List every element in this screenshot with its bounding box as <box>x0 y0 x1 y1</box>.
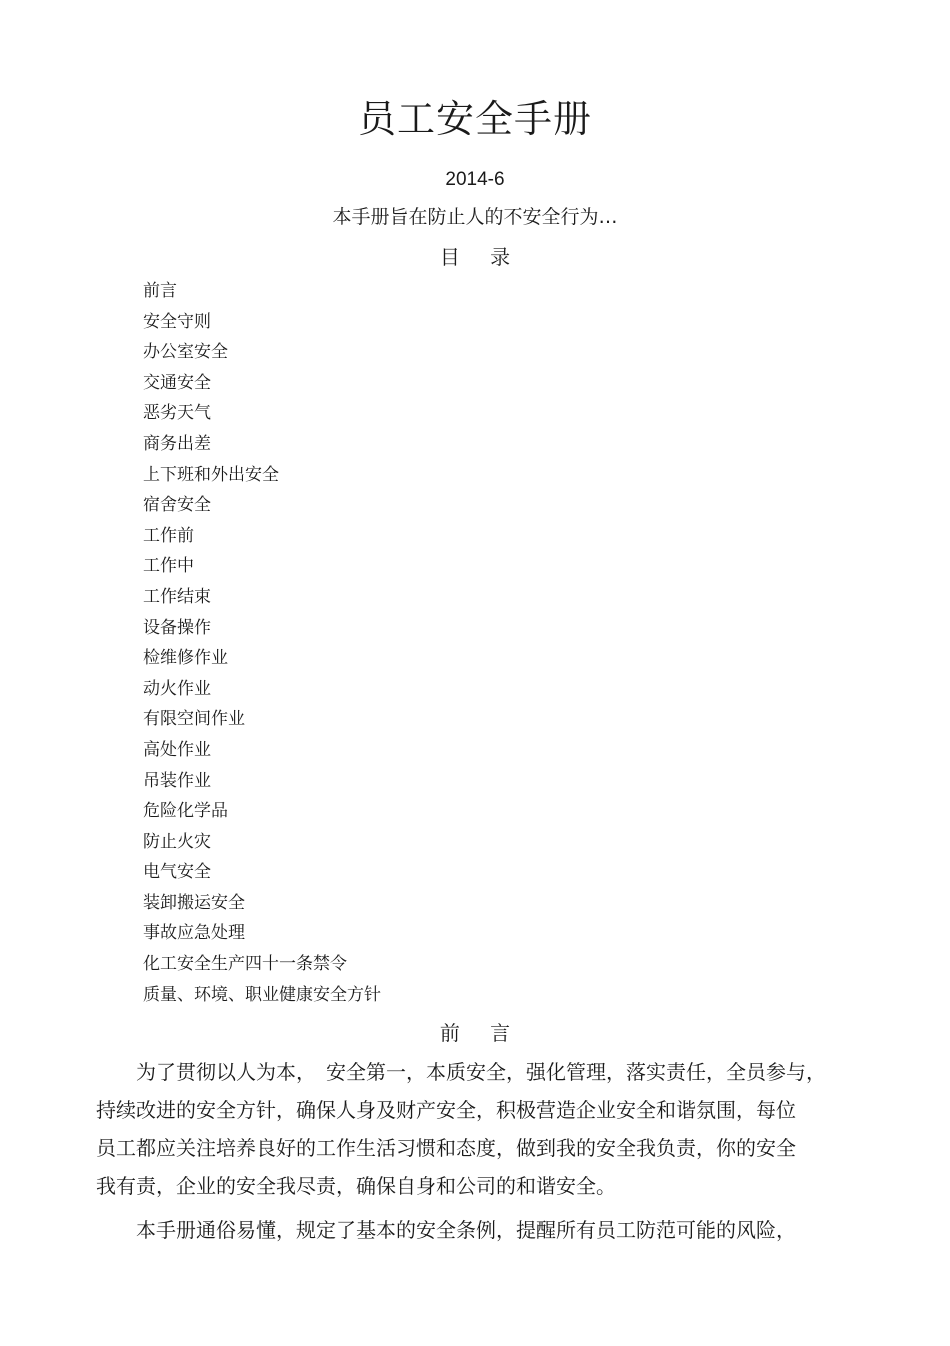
paragraph-line: 为了贯彻以人为本， 安全第一，本质安全，强化管理，落实责任，全员参与， <box>136 1060 826 1084</box>
toc-item: 前言 <box>143 281 177 301</box>
preface-heading: 前 言 <box>439 1021 523 1045</box>
paragraph-line: 员工都应关注培养良好的工作生活习惯和态度，做到我的安全我负责，你的安全 <box>96 1136 796 1160</box>
toc-item: 恶劣天气 <box>143 403 211 424</box>
toc-item: 安全守则 <box>143 311 211 332</box>
toc-item: 有限空间作业 <box>143 709 245 730</box>
toc-item: 事故应急处理 <box>143 923 245 944</box>
toc-item: 工作前 <box>143 525 194 546</box>
toc-item: 吊装作业 <box>143 770 211 791</box>
toc-item: 化工安全生产四十一条禁令 <box>143 954 347 975</box>
preface-paragraph <box>96 1215 896 1253</box>
toc-item: 设备操作 <box>143 617 211 638</box>
toc-item: 宿舍安全 <box>143 495 211 516</box>
paragraph-line: 本手册通俗易懂，规定了基本的安全条例，提醒所有员工防范可能的风险， <box>136 1218 796 1242</box>
document-title: 员工安全手册 <box>357 97 592 141</box>
document-date: 2014-6 <box>445 169 505 190</box>
toc-item: 工作结束 <box>143 586 211 607</box>
toc-item: 危险化学品 <box>143 801 228 822</box>
document-subtitle: 本手册旨在防止人的不安全行为… <box>332 206 618 228</box>
toc-item: 动火作业 <box>143 678 211 699</box>
toc-item: 上下班和外出安全 <box>143 464 279 485</box>
toc-item: 防止火灾 <box>143 831 211 852</box>
toc-item: 工作中 <box>143 556 194 577</box>
table-of-contents <box>143 278 381 1012</box>
toc-item: 电气安全 <box>143 862 211 883</box>
preface-paragraph <box>96 1057 896 1209</box>
toc-heading: 目 录 <box>439 245 523 269</box>
toc-item: 高处作业 <box>143 739 211 760</box>
toc-item: 交通安全 <box>143 372 211 393</box>
paragraph-line: 我有责，企业的安全我尽责，确保自身和公司的和谐安全。 <box>96 1174 616 1198</box>
paragraph-line: 持续改进的安全方针，确保人身及财产安全，积极营造企业安全和谐氛围，每位 <box>96 1098 796 1122</box>
toc-item: 质量、环境、职业健康安全方针 <box>143 984 381 1005</box>
toc-item: 装卸搬运安全 <box>143 892 245 913</box>
toc-item: 商务出差 <box>143 433 211 454</box>
toc-item: 办公室安全 <box>143 342 228 363</box>
toc-item: 检维修作业 <box>143 648 228 669</box>
